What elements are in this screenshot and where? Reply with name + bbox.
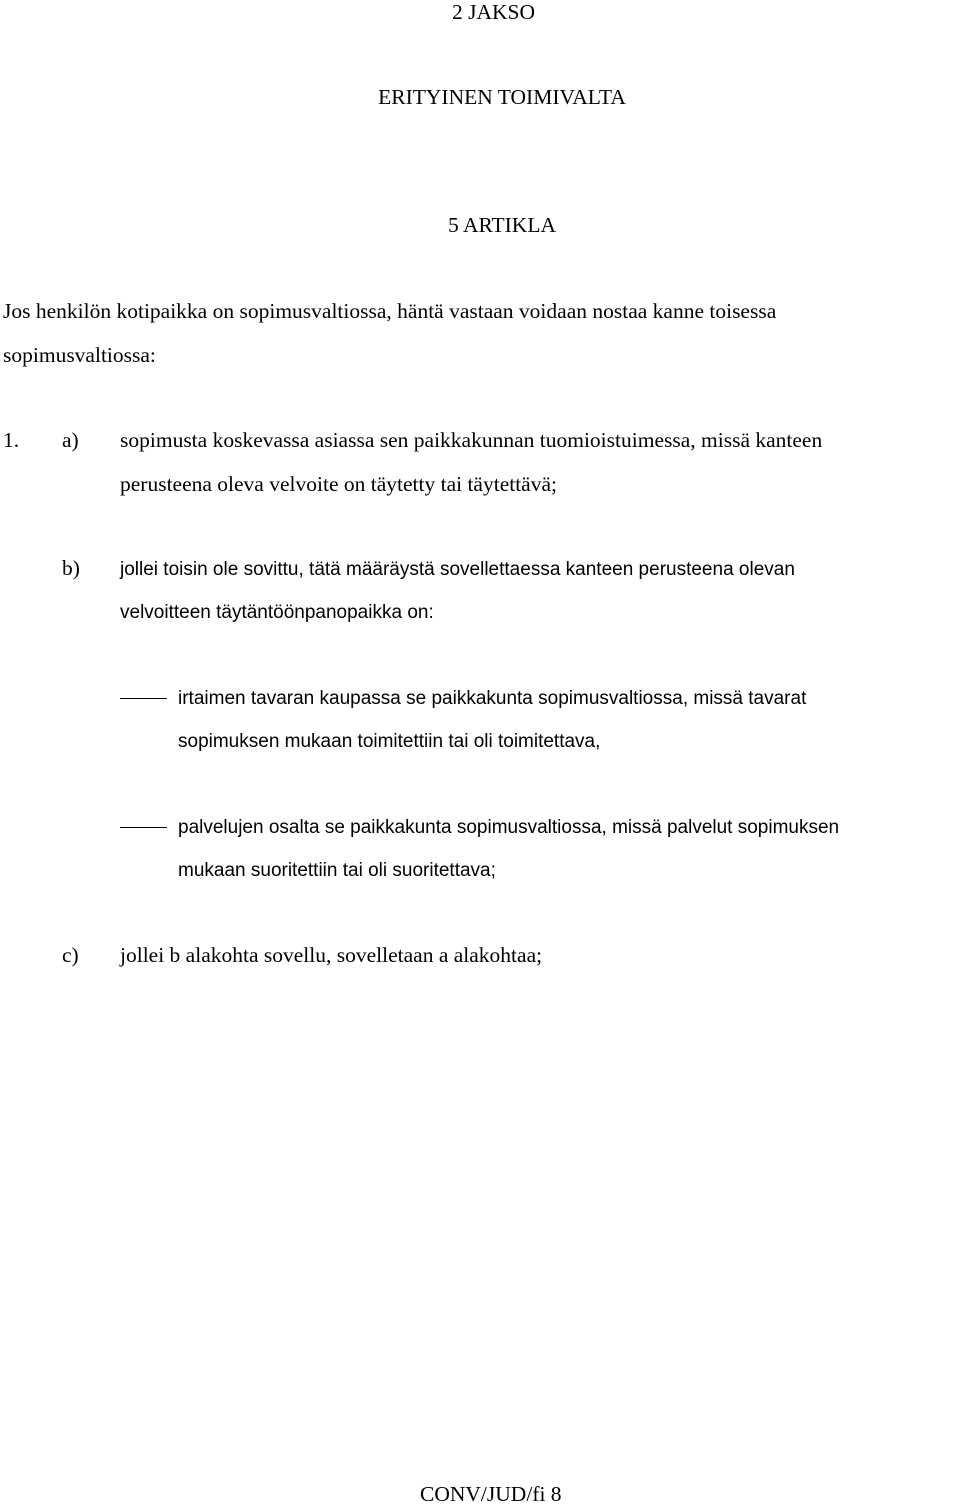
- article-heading: 5 ARTIKLA: [448, 213, 556, 237]
- indent-text-line: irtaimen tavaran kaupassa se paikkakunta sopimusvaltiossa, missä tavarat: [178, 688, 807, 709]
- section-heading: 2 JAKSO: [452, 0, 536, 24]
- dash-bullet: [120, 698, 167, 699]
- point-marker: a): [62, 428, 79, 452]
- point-text-line: jollei b alakohta sovellu, sovelletaan a alakohtaa;: [120, 943, 543, 967]
- point-text-line: sopimusta koskevassa asiassa sen paikkakunnan tuomioistuimessa, missä kanteen: [120, 428, 823, 452]
- footer-reference: CONV/JUD/fi 8: [420, 1482, 562, 1506]
- indent-text-line: sopimuksen mukaan toimitettiin tai oli toimitettava,: [178, 731, 601, 752]
- point-marker: c): [62, 943, 79, 967]
- point-text-line: jollei toisin ole sovittu, tätä määräystä sovellettaessa kanteen perusteena olevan: [120, 559, 795, 580]
- dash-bullet: [120, 827, 167, 828]
- point-text-line: perusteena oleva velvoite on täytetty tai täytettävä;: [120, 472, 557, 496]
- indent-text-line: mukaan suoritettiin tai oli suoritettava;: [178, 860, 496, 881]
- point-marker: b): [62, 556, 80, 580]
- paragraph-number: 1.: [3, 428, 20, 452]
- intro-line: Jos henkilön kotipaikka on sopimusvaltiossa, häntä vastaan voidaan nostaa kanne toisessa: [3, 299, 777, 323]
- point-text-line: velvoitteen täytäntöönpanopaikka on:: [120, 602, 434, 623]
- intro-line: sopimusvaltiossa:: [3, 343, 156, 367]
- chapter-title: ERITYINEN TOIMIVALTA: [378, 85, 626, 109]
- indent-text-line: palvelujen osalta se paikkakunta sopimusvaltiossa, missä palvelut sopimuksen: [178, 817, 840, 838]
